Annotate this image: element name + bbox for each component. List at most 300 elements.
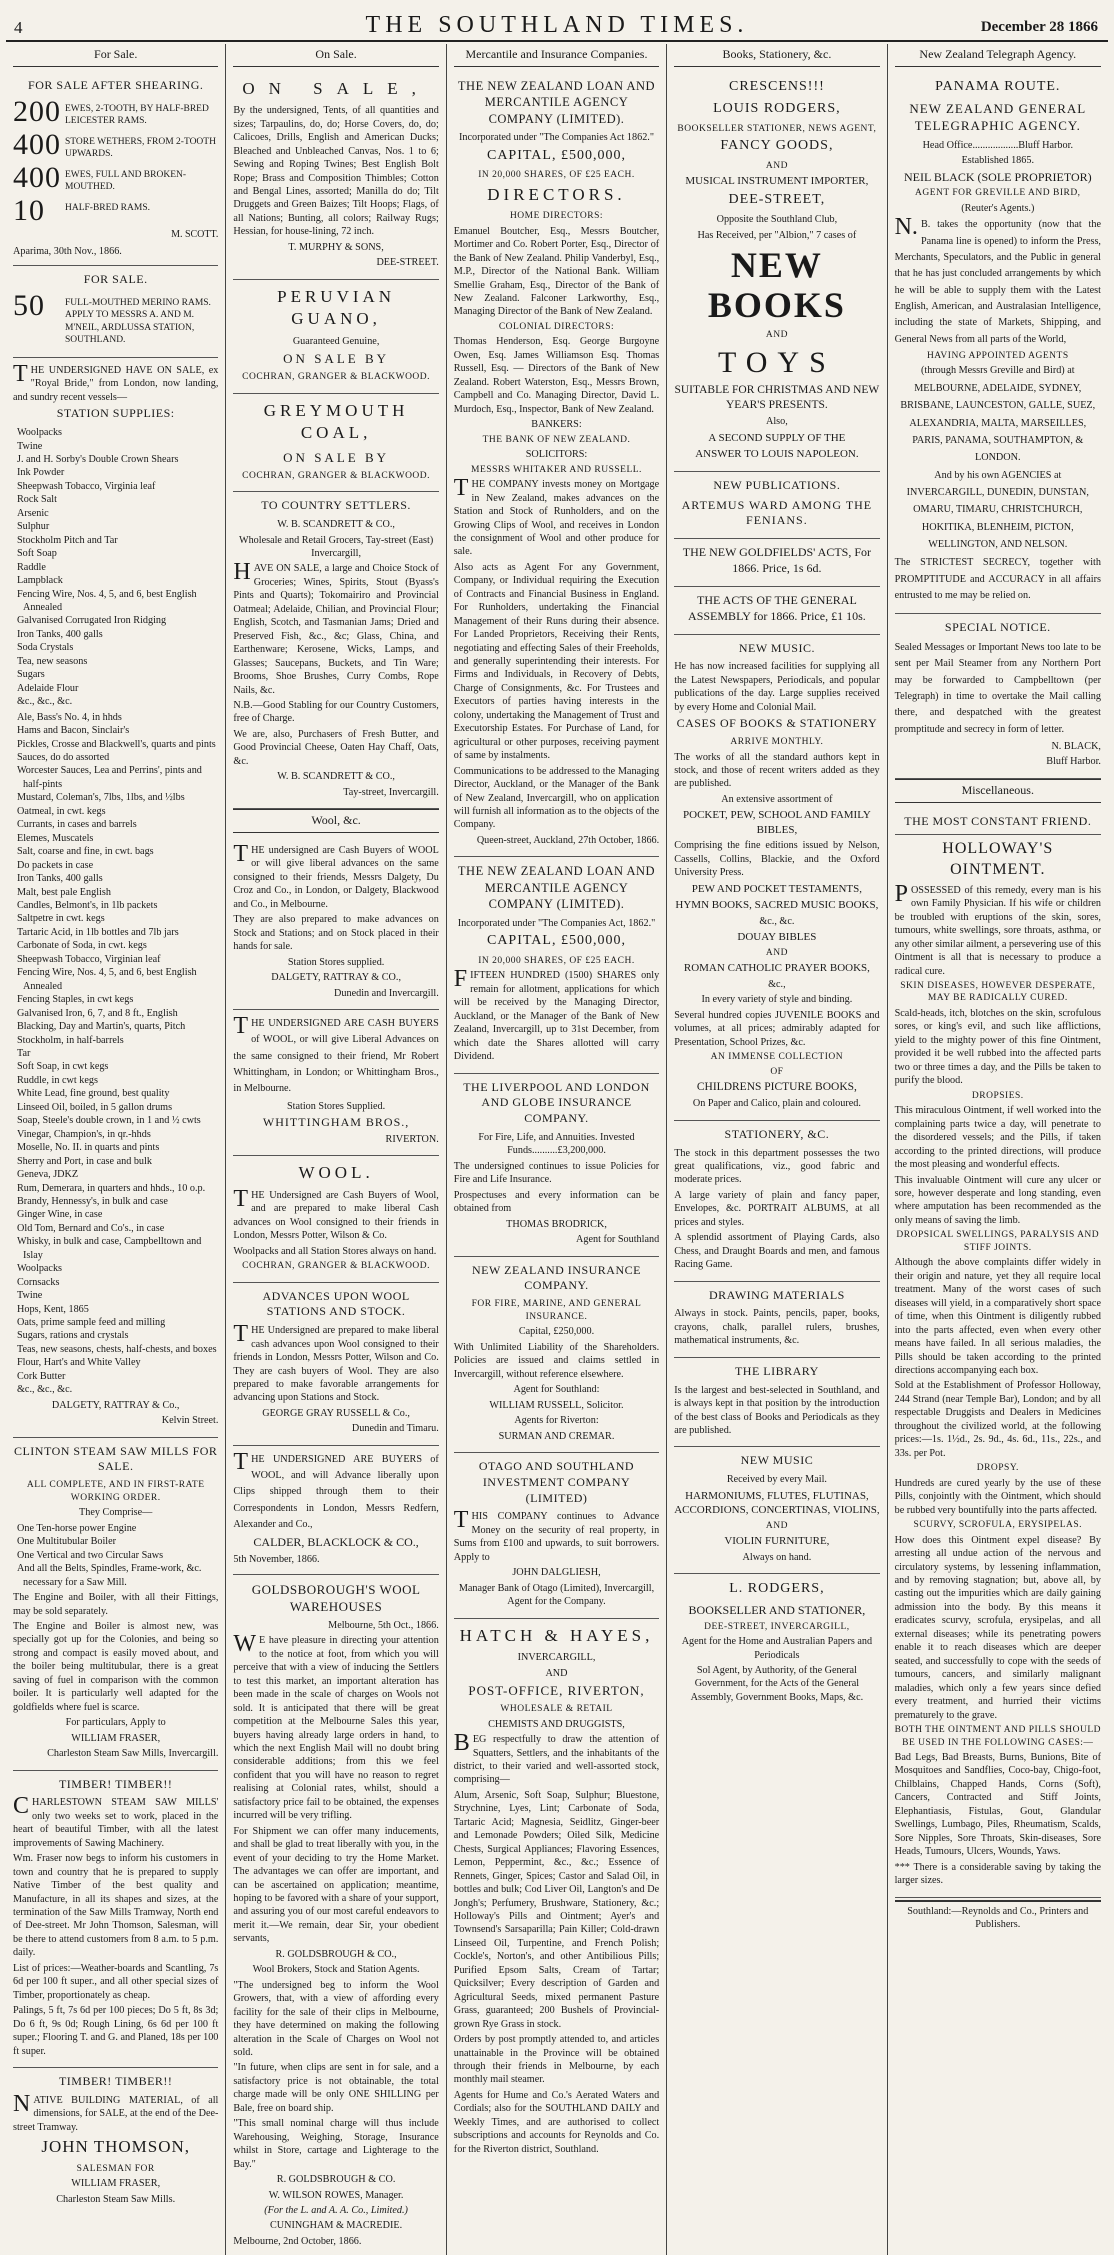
ad-body: Several hundred copies JUVENILE BOOKS and volumes, at all prices; admirably adapted for Presentation, School Prizes, &c. bbox=[674, 1009, 880, 1048]
bankers: THE BANK OF NEW ZEALAND. bbox=[482, 434, 631, 445]
ad-telegraph-agency bbox=[895, 72, 1101, 614]
ad-address: Charleston Steam Saw Mills, Invercargill. bbox=[47, 1748, 219, 1760]
ad-body: Agent for the Home and Australian Papers and Periodicals bbox=[681, 1636, 873, 1661]
ad-subtitle: &c., bbox=[768, 978, 786, 990]
ad-body: Palings, 5 ft, 7s 6d per 100 pieces; Do 5 ft, 8s 3d; Do 6 ft, 9s 0d; Rough Lining, 6s 6d per 100 ft super.; Flooring T. and G. and Planed, 18s per 100 ft super. bbox=[13, 2005, 219, 2057]
ad-new-publications bbox=[674, 472, 879, 539]
stock-desc: HALF-BRED RAMS. bbox=[65, 202, 150, 213]
ad-shares: IN 20,000 SHARES, OF £25 EACH. bbox=[478, 170, 635, 181]
list-item: Soft Soap, in cwt kegs bbox=[17, 1061, 109, 1073]
ad-body: The works of all the standard authors kept in stock, and those of recent writers added as they are published. bbox=[674, 751, 880, 790]
ad-body: WE have pleasure in directing your attention to the notice at foot, from which you will perceive that with a view of inducing the Settlers to test this market, an important alteration has been made in the scale of charges on Wools not sold. It is anticipated that there will be great competition at the Melbourne Sales this year, buyers having already large orders in hand, to which the next English Mail will no doubt bring considerable additions; from this we feel confident that you will have no reason to regret realising at Colonial rates, whilst, should a satisfactory price fail to be obtained, the expenses incurred will be very trifling. bbox=[233, 1631, 439, 1822]
list-item: Sugars, rations and crystals bbox=[17, 1330, 129, 1342]
ad-signature: (For the L. and A. A. Co., Limited.) bbox=[264, 2204, 408, 2216]
list-item: Sulphur bbox=[17, 521, 50, 533]
ad-body: THE UNDERSIGNED ARE CASH BUYERS of WOOL, or will give Liberal Advances on the same consigned to their friend, Mr Robert Whittingham, in London; or Whittingham Bros., in Melbourne. bbox=[233, 1012, 439, 1095]
ad-and: AND bbox=[765, 1520, 788, 1531]
list-item: Ruddle, in cwt kegs bbox=[17, 1074, 98, 1086]
ad-date: 5th November, 1866. bbox=[233, 1554, 320, 1566]
list-item: Geneva, JDKZ bbox=[17, 1169, 79, 1181]
ad-wool-cochran bbox=[233, 1156, 438, 1282]
solicitors-label: SOLICITORS: bbox=[525, 449, 588, 461]
ad-address: DEE-STREET. bbox=[376, 257, 439, 269]
ad-body: Agents for Hume and Co.'s Aerated Waters and Cordials; also for the SOUTHLAND DAILY and Weekly Times, and are authorised to collect subscriptions and accounts for Reynolds and Co. for the Riverton district, Southland. bbox=[453, 2089, 660, 2155]
ad-body: THE ACTS OF THE GENERAL ASSEMBLY for 1866. Price, £1 10s. bbox=[688, 592, 866, 623]
stock-count: 10 bbox=[13, 193, 45, 227]
ad-nz-loan-company bbox=[454, 72, 659, 858]
ad-subtitle: W. B. SCANDRETT & CO., bbox=[277, 519, 395, 531]
ad-subhead: DROPSIES. bbox=[971, 1090, 1024, 1101]
ad-body: Is the largest and best-selected in Southland, and is always kept in that position by the introduction of the best class of Books and Periodicals as they are published. bbox=[674, 1384, 880, 1437]
list-item: White Lead, fine ground, best quality bbox=[17, 1088, 170, 1100]
list-item: Whisky, in bulk and case, Campbelltown and Islay bbox=[17, 1236, 202, 1261]
ad-subtitle: INVERCARGILL, bbox=[517, 1652, 596, 1664]
ad-body: He has now increased facilities for supplying all the Latest Newspapers, Periodicals, and popular publications of the day. Large supplies received by every Home and Colonial Mail. bbox=[674, 661, 880, 713]
list-item: Ink Powder bbox=[17, 467, 65, 479]
list-item: Old Tom, Bernard and Co's., in case bbox=[17, 1222, 165, 1234]
list-item: Hams and Bacon, Sinclair's bbox=[17, 725, 130, 737]
ad-title: NEW MUSIC bbox=[740, 1453, 814, 1468]
ad-signature: GEORGE GRAY RUSSELL & Co., bbox=[262, 1407, 410, 1419]
section-header: Wool, &c. bbox=[233, 809, 438, 833]
list-item: Arsenic bbox=[17, 507, 49, 519]
ad-signature: N. BLACK, bbox=[1051, 741, 1101, 752]
established: Established 1865. bbox=[961, 155, 1034, 167]
ad-and: AND bbox=[765, 330, 788, 341]
list-item: Ale, Bass's No. 4, in hhds bbox=[17, 711, 122, 723]
list-item: Tar bbox=[17, 1047, 31, 1059]
list-item: Brandy, Hennessy's, in bulk and case bbox=[17, 1195, 168, 1207]
ad-name: LOUIS RODGERS, bbox=[713, 101, 841, 117]
stock-row bbox=[13, 94, 218, 128]
list-item: Sauces, do do assorted bbox=[17, 752, 110, 763]
ad-subtitle: ARRIVE MONTHLY. bbox=[730, 737, 824, 747]
product-headline: HOLLOWAY'S OINTMENT. bbox=[895, 834, 1101, 880]
ad-body: THIS COMPANY continues to Advance Money on the security of real property, in Sums from £100 and upwards, to suit borrowers. Apply to bbox=[453, 1507, 660, 1563]
ad-signature: COCHRAN, GRANGER & BLACKWOOD. bbox=[242, 1260, 431, 1271]
head-office: Head Office..................Bluff Harbor. bbox=[922, 139, 1073, 151]
ad-body: In every variety of style and binding. bbox=[701, 994, 853, 1006]
stock-count: 200 bbox=[13, 94, 61, 128]
list-item: Teas, new seasons, chests, half-chests, and boxes bbox=[17, 1343, 217, 1355]
stock-row bbox=[13, 127, 218, 161]
ad-title: NEW ZEALAND GENERAL TELEGRAPHIC AGENCY. bbox=[909, 101, 1087, 134]
list-item: Twine bbox=[17, 440, 43, 452]
ad-body: And by his own AGENCIES at bbox=[934, 469, 1062, 481]
list-item: Sherry and Port, in case and bulk bbox=[17, 1155, 152, 1167]
ad-body: ANSWER TO LOUIS NAPOLEON. bbox=[695, 448, 859, 461]
ad-address: Agent for Southland bbox=[576, 1234, 660, 1246]
list-item: Carbonate of Soda, in cwt. kegs bbox=[17, 940, 147, 952]
list-item: Lampblack bbox=[17, 575, 63, 587]
ad-title: TIMBER! TIMBER!! bbox=[58, 2073, 173, 2088]
ad-and: AND bbox=[765, 947, 788, 958]
list-item: Sugars bbox=[17, 669, 45, 681]
list-item: Ginger Wine, in case bbox=[17, 1209, 103, 1221]
ad-body: HAVE ON SALE, a large and Choice Stock of Groceries; Wines, Spirits, Stout (Byass's Pints and Quarts); Tokomairiro and Provincial Oatmeal; Adelaide, Chilian, and Provincial Flour; English, Scotch, and Tasmanian Jams; Dried and Preserved Fish, &c., &c; Glass, China, and Earthenware; Kerosene, Wicks, Lamps, and Glasses; Saucepans, Buckets, and Tin Ware; Brooms, Shoe Brushes, Curry Combs, Rope Nails, &c. bbox=[233, 559, 439, 696]
ad-body: A large variety of plain and fancy paper, Envelopes, &c. PORTRAIT ALBUMS, at all prices and styles. bbox=[674, 1189, 880, 1228]
list-item: Currants, in cases and barrels bbox=[17, 819, 137, 831]
ad-body: SUITABLE FOR CHRISTMAS AND NEW YEAR'S PRESENTS. bbox=[674, 383, 880, 412]
ad-title: GOLDSBOROUGH'S WOOL WAREHOUSES bbox=[251, 1581, 421, 1614]
ad-signature: JOHN DALGLIESH, bbox=[512, 1567, 601, 1579]
list-item: Vinegar, Champion's, in qr.-hhds bbox=[17, 1128, 151, 1140]
list-item: Tartaric Acid, in 1lb bottles and 7lb jars bbox=[17, 926, 179, 938]
ad-body: Sealed Messages or Important News too late to be sent per Mail Steamer from any Northern Port may be forwarded to Campbelltown (per Telegraph) in time to overtake the Mail calling there, and despatched with the greatest promptitude and secrecy in form of letter. bbox=[894, 642, 1101, 735]
stock-row bbox=[13, 160, 218, 194]
ad-signature: W. WILSON ROWES, Manager. bbox=[268, 2189, 404, 2201]
ad-signature: THOMAS BRODRICK, bbox=[506, 1218, 607, 1230]
ad-title: ADVANCES UPON WOOL STATIONS AND STOCK. bbox=[262, 1288, 410, 1319]
list-item: Flour, Hart's and White Valley bbox=[17, 1357, 141, 1369]
ad-title: FOR SALE AFTER SHEARING. bbox=[28, 77, 204, 92]
ad-address: RIVERTON. bbox=[385, 1133, 439, 1145]
ad-music: MUSICAL INSTRUMENT IMPORTER, bbox=[685, 175, 869, 188]
list-item: One Ten-horse power Engine bbox=[17, 1522, 137, 1534]
ad-title: CLINTON STEAM SAW MILLS FOR SALE. bbox=[13, 1443, 218, 1474]
ad-title: NEW ZEALAND INSURANCE COMPANY. bbox=[472, 1262, 641, 1293]
stock-count: 400 bbox=[13, 127, 61, 161]
ad-subhead: SCURVY, SCROFULA, ERYSIPELAS. bbox=[913, 1520, 1083, 1531]
ad-capital: CAPITAL, £500,000, bbox=[486, 933, 626, 949]
ad-address: Tay-street, Invercargill. bbox=[343, 786, 439, 798]
ad-address: Kelvin Street. bbox=[161, 1415, 219, 1427]
section-header: Miscellaneous. bbox=[895, 779, 1101, 803]
ad-title: CRESCENS!!! bbox=[728, 78, 825, 94]
column-header: For Sale. bbox=[13, 44, 218, 67]
ad-body: THE COMPANY invests money on Mortgage in New Zealand, makes advances on the Station and Stock of Runholders, and on the Growing Clips of Wool, and receives in London the consignment of Wool and other produce for sale. bbox=[453, 475, 660, 558]
ad-subtitle: HAVING APPOINTED AGENTS bbox=[926, 350, 1069, 361]
ad-title: TO COUNTRY SETTLERS. bbox=[261, 498, 411, 513]
ad-drawing-materials bbox=[674, 1282, 879, 1358]
ad-body: THE Undersigned are Cash Buyers of Wool, and are prepared to make liberal Cash advances on Wool consigned to their friends in London, Messrs Potter, Wilson & Co. bbox=[233, 1185, 439, 1242]
ad-subtitle: OF bbox=[770, 1066, 784, 1077]
ad-date: Queen-street, Auckland, 27th October, 1866. bbox=[476, 834, 660, 846]
column-telegraph bbox=[888, 44, 1108, 2255]
list-item: Oatmeal, in cwt. kegs bbox=[17, 805, 106, 817]
stock-count: 400 bbox=[13, 160, 61, 194]
ad-signature: WILLIAM RUSSELL, Solicitor. bbox=[489, 1399, 624, 1411]
list-item: Sheepwash Tobacco, Virginia leaf bbox=[17, 480, 156, 492]
list-item: Woolpacks bbox=[17, 427, 63, 439]
column-header: Books, Stationery, &c. bbox=[674, 44, 879, 67]
ad-body: We are, also, Purchasers of Fresh Butter, and Good Provincial Cheese, Oaten Hay Chaff, Oats, &c. bbox=[233, 728, 439, 767]
list-item: Fencing Wire, Nos. 4, 5, and 6, best English Annealed bbox=[17, 588, 197, 614]
list-item: Tea, new seasons bbox=[17, 655, 88, 667]
ad-title: THE MOST CONSTANT FRIEND. bbox=[904, 813, 1092, 828]
list-item: Oats, prime sample feed and milling bbox=[17, 1317, 166, 1329]
ad-signature: CALDER, BLACKLOCK & CO., bbox=[253, 1535, 419, 1550]
mill-items-list bbox=[13, 1522, 218, 1589]
ad-body: FIFTEEN HUNDRED (1500) SHARES only remain for allotment, applications for which will be received by the Managing Director, Auckland, or the Manager of the Bank of New Zealand, Invercargill, up to 31st December, from which date the Shares allotted will carry Dividend. bbox=[453, 966, 660, 1063]
ad-subtitle: PEW AND POCKET TESTAMENTS, bbox=[691, 882, 863, 895]
ad-body: Always in stock. Paints, pencils, paper, books, crayons, chalk, parallel rulers, brushes, mathematical instruments, &c. bbox=[674, 1308, 880, 1347]
ad-route: PANAMA ROUTE. bbox=[935, 78, 1061, 94]
ad-title: STATION SUPPLIES: bbox=[56, 406, 175, 421]
ad-body: Also, bbox=[765, 416, 788, 428]
list-item: Fencing Wire, Nos. 4, 5, and 6, best English Annealed bbox=[17, 967, 197, 992]
ad-subtitle: Guaranteed Genuine, bbox=[292, 335, 380, 347]
ad-goldsbrough bbox=[233, 1575, 438, 2255]
ad-title: TIMBER! TIMBER!! bbox=[58, 1776, 173, 1791]
ad-date: Aparima, 30th Nov., 1866. bbox=[13, 245, 122, 257]
list-item: Hops, Kent, 1865 bbox=[17, 1303, 89, 1315]
ad-nz-insurance bbox=[454, 1257, 659, 1453]
ad-signature: WHITTINGHAM BROS., bbox=[262, 1115, 410, 1129]
ad-opposite: Opposite the Southland Club, bbox=[716, 214, 838, 226]
ad-street: DEE-STREET, INVERCARGILL, bbox=[704, 1621, 850, 1632]
ad-liverpool-insurance bbox=[454, 1074, 659, 1257]
ad-signature: DALGETY, RATTRAY & Co., bbox=[51, 1399, 180, 1411]
stock-row bbox=[13, 288, 218, 347]
supplies-list-2 bbox=[13, 711, 218, 1397]
ad-title: NEW MUSIC. bbox=[738, 640, 815, 655]
ad-body: The Engine and Boiler, with all their Fittings, may be sold separately. bbox=[13, 1592, 219, 1617]
ad-advances-wool bbox=[233, 1283, 438, 1446]
ad-sale-after-shearing bbox=[13, 72, 218, 266]
bankers-label: BANKERS: bbox=[531, 419, 582, 431]
ad-street: DEE-STREET, bbox=[728, 191, 826, 207]
ad-body: A splendid assortment of Playing Cards, also Chess, and Draught Boards and men, and famous Racing Game. bbox=[674, 1232, 880, 1271]
ad-body: The undersigned continues to issue Policies for Fire and Life Insurance. bbox=[453, 1160, 660, 1186]
ad-body: THE Undersigned are prepared to make liberal cash advances upon Wool consigned to their friends in London, Messrs Potter, Wilson and Co. They are cash buyers of Wool. They are also prepared to make favorable arrangements for advancing upon Stations and Stock. bbox=[233, 1321, 439, 1404]
ad-body: "This small nominal charge will thus include Warehousing, Weighing, Storage, Insurance whilst in Store, cartage and Lighterage to the Bay." bbox=[233, 2118, 439, 2170]
list-item: Soft Soap bbox=[17, 548, 57, 560]
ad-title: FOR SALE. bbox=[83, 271, 148, 286]
list-item: Worcester Sauces, Lea and Perrins', pints and half-pints bbox=[17, 765, 202, 790]
ad-nz-loan-shares bbox=[454, 857, 659, 1073]
colonial-directors-label: COLONIAL DIRECTORS: bbox=[498, 321, 615, 332]
ad-body: POSSESSED of this remedy, every man is his own Family Physician. If his wife or children be troubled with eruptions of the skin, sores, tumours, white swellings, sore throats, asthma, or any other similar ailment, a persevering use of this Ointment is all that is necessary to produce a radical cure. bbox=[894, 880, 1101, 977]
ad-subhead: DROPSY. bbox=[976, 1463, 1019, 1474]
list-item: One Multitubular Boiler bbox=[17, 1536, 117, 1548]
ad-body: THE UNDERSIGNED ARE BUYERS of WOOL, and will Advance liberally upon Clips shipped through them to their Correspondents in London, Messrs Redfern, Alexander and Co., bbox=[233, 1448, 439, 1531]
directors-title: DIRECTORS. bbox=[487, 184, 626, 204]
ad-title: THE NEW ZEALAND LOAN AND MERCANTILE AGENCY COMPANY (LIMITED). bbox=[457, 78, 656, 126]
ad-label: They Comprise— bbox=[79, 1507, 153, 1519]
ad-title: SPECIAL NOTICE. bbox=[944, 620, 1051, 635]
ad-body: "In future, when clips are sent in for sale, and a satisfactory price is not obtainable, the total charge made will be only ONE SHILLING per Bale, free on board ship. bbox=[233, 2062, 439, 2114]
list-item: Adelaide Flour bbox=[17, 682, 79, 694]
ad-body: With Unlimited Liability of the Shareholders. Policies are issued and claims settled in Invercargill, without reference elsewhere. bbox=[453, 1341, 660, 1380]
ad-title: THE LIVERPOOL AND LONDON AND GLOBE INSURANCE COMPANY. bbox=[463, 1079, 650, 1126]
list-item: Raddle bbox=[17, 561, 46, 573]
list-item: Cornsacks bbox=[17, 1276, 60, 1288]
list-item: Saltpetre in cwt. kegs bbox=[17, 913, 105, 925]
stock-desc: FULL-MOUTHED MERINO RAMS. APPLY TO MESSRS A. AND M. M'NEIL, ARDLUSSA STATION, SOUTHLAND. bbox=[65, 297, 211, 346]
ad-body: Agents for Riverton: bbox=[514, 1415, 599, 1427]
ad-body: Scald-heads, itch, blotches on the skin, scrofulous sores, or king's evil, and such like afflictions, yield to the mighty power of this fine Ointment, provided it be well rubbed into the affected parts two or three times a day, and the Pills be taken to purify the blood. bbox=[894, 1008, 1101, 1087]
column-mercantile bbox=[447, 44, 667, 2255]
ad-peruvian-guano bbox=[233, 280, 438, 394]
ad-rodgers-bookseller bbox=[674, 1574, 879, 1713]
ad-body: Bad Legs, Bad Breasts, Burns, Bunions, Bite of Mosquitoes and Sandflies, Coco-bay, Chigo-foot, Chilblains, Chapped Hands, Corns (Soft), Cancers, Contracted and Stiff Joints, Elephantiasis, Fistulas, Gout, Glandular Swellings, Lumbago, Piles, Rheumatism, Scalds, Sore Nipples, Sore Throats, Skin-diseases, Sore Heads, Tumours, Ulcers, Wounds, Yaws. bbox=[894, 1752, 1101, 1858]
ad-new-music-instruments bbox=[674, 1447, 879, 1574]
ad-body: THE NEW GOLDFIELDS' ACTS, For 1866. Price, 1s 6d. bbox=[682, 545, 872, 576]
ad-subtitle: POST-OFFICE, RIVERTON, bbox=[468, 1682, 645, 1698]
list-item: Elemes, Muscatels bbox=[17, 832, 94, 844]
stock-desc: STORE WETHERS, FROM 2-TOOTH UPWARDS. bbox=[65, 136, 216, 160]
ad-signature: CUNINGHAM & MACREDIE. bbox=[270, 2220, 403, 2232]
list-item: Galvanised Corrugated Iron Ridging bbox=[17, 615, 167, 627]
ad-calder-wool bbox=[233, 1446, 438, 1575]
list-item: Sheepwash Tobacco, Virginian leaf bbox=[17, 953, 161, 965]
ad-body: On Paper and Calico, plain and coloured. bbox=[692, 1098, 861, 1110]
list-item: Stockholm Pitch and Tar bbox=[17, 534, 118, 546]
ad-name: L. RODGERS, bbox=[729, 1581, 825, 1597]
ad-body: BEG respectfully to draw the attention of Squatters, Settlers, and the inhabitants of the district, to their varied and well-assorted stock, comprising— bbox=[453, 1730, 660, 1786]
ad-body: Communications to be addressed to the Managing Director, Auckland, or the Manager of the Bank of New Zealand, Invercargill, who on application will furnish all information as to the objects of the Company. bbox=[453, 765, 660, 831]
ad-holloway-ointment bbox=[895, 808, 1101, 1898]
ad-subtitle: CHEMISTS AND DRUGGISTS, bbox=[488, 1718, 625, 1730]
ad-signature: WILLIAM FRASER, bbox=[71, 1732, 161, 1744]
ad-title: OTAGO AND SOUTHLAND INVESTMENT COMPANY (LIMITED) bbox=[478, 1458, 635, 1505]
stock-desc: EWES, FULL AND BROKEN-MOUTHED. bbox=[65, 169, 187, 193]
list-item: Fencing Staples, in cwt kegs bbox=[17, 994, 134, 1006]
solicitors: MESSRS WHITAKER AND RUSSELL. bbox=[471, 464, 642, 475]
toys-headline: TOYS bbox=[717, 345, 836, 379]
column-header: Mercantile and Insurance Companies. bbox=[454, 44, 659, 67]
column-header: On Sale. bbox=[233, 44, 438, 67]
ad-signature: Wool Brokers, Stock and Station Agents. bbox=[252, 1964, 420, 1976]
ad-title: THE NEW ZEALAND LOAN AND MERCANTILE AGENCY COMPANY (LIMITED). bbox=[457, 864, 656, 912]
ad-body: Although the above complaints differ widely in their origin and nature, yet they all require local treatment. Many of the worst cases of such diseases will yield, in a comparatively short space of time, when this Ointment is diligently rubbed into the parts affected, even when every other means have failed. In all serious maladies, the Pills should be taken according to the printed directions accompanying each box. bbox=[894, 1257, 1101, 1377]
ad-body: By the undersigned, Tents, of all quantities and sizes; Tarpaulins, do, do; Horse Covers, do, do; Calicoes, Drills, English and American Ducks; Bleached and Unbleached Canvas, Nos. 1 to 6; Sewing and Roping Twines; Best English Bolt Rope; Brass and Composition Thimbles; Cotton and Bengal Lines, assorted; Manilla do do; Tilt Druggets and Green Baizes; Tilt Hoops; Flags, of all Nations; Bunting, all colors; Railway Rugs; Hessian, for house-lining, 72 inch. bbox=[233, 105, 439, 238]
ad-on-sale-tents bbox=[233, 72, 438, 280]
ad-body: NATIVE BUILDING MATERIAL, of all dimensions, for SALE, at the end of the Dee-street Tramway. bbox=[13, 2090, 219, 2133]
ad-general-assembly-acts bbox=[674, 587, 879, 635]
ad-body: The Engine and Boiler is almost new, was specially got up for the Colonies, and being so strong and compact is easily moved about, and the boiler being multitubular, there is a great saving of fuel in comparison with the common boiler. It is particularly well adapted for the goldfields where fuel is scarce. bbox=[13, 1621, 219, 1713]
ad-signature: COCHRAN, GRANGER & BLACKWOOD. bbox=[242, 372, 431, 383]
ad-body: "The undersigned beg to inform the Wool Growers, that, with a view of affording every facility for the sale of their clips in Melbourne, they have determined on making the following alteration in the Scale of Charges on Wool not sold. bbox=[233, 1979, 439, 2058]
reuter-agents: (Reuter's Agents.) bbox=[961, 202, 1035, 214]
ad-library bbox=[674, 1358, 879, 1448]
ad-subtitle: ROMAN CATHOLIC PRAYER BOOKS, bbox=[683, 962, 870, 975]
ad-address: Manager Bank of Otago (Limited), Invercargill, Agent for the Company. bbox=[458, 1582, 655, 1608]
ad-signature: W. B. SCANDRETT & CO., bbox=[277, 771, 395, 783]
ad-date: Melbourne, 5th Oct., 1866. bbox=[328, 1619, 439, 1631]
list-item: Linseed Oil, boiled, in 5 gallon drums bbox=[17, 1101, 173, 1113]
ad-signature: SURMAN AND CREMAR. bbox=[498, 1430, 615, 1442]
ad-body: VIOLIN FURNITURE, bbox=[724, 1535, 830, 1548]
ad-body: N.B. takes the opportunity (now that the Panama line is opened) to inform the Press, Merchants, Speculators, and the Public in general that he has just concluded arrangements by which he will be able to supply them with the Latest English, American, and Australasian Intelligence, including the state of Markets, Shipping, and General News from all parts of the World, bbox=[894, 214, 1101, 345]
ad-goods: FANCY GOODS, bbox=[720, 138, 834, 154]
ad-body: ARTEMUS WARD AMONG THE FENIANS. bbox=[681, 497, 873, 528]
list-item: Salt, coarse and fine, in cwt. bags bbox=[17, 846, 154, 858]
column-books bbox=[667, 44, 887, 2255]
ad-title: NEW PUBLICATIONS. bbox=[713, 477, 841, 492]
ad-address: Dunedin and Invercargill. bbox=[334, 987, 439, 999]
ad-subtitle: ALL COMPLETE, AND IN FIRST-RATE WORKING ORDER. bbox=[26, 1480, 205, 1503]
list-item: Iron Tanks, 400 galls bbox=[17, 628, 103, 640]
ad-capital: CAPITAL, £500,000, bbox=[486, 147, 626, 163]
list-item: And all the Belts, Spindles, Frame-work, &c. necessary for a Saw Mill. bbox=[17, 1563, 202, 1588]
ad-title: ON SALE, bbox=[242, 78, 430, 98]
ad-signature: M. SCOTT. bbox=[171, 229, 219, 241]
list-item: &c., &c., &c. bbox=[17, 696, 73, 708]
list-item: Malt, best pale English bbox=[17, 886, 111, 898]
columns bbox=[6, 44, 1108, 2247]
ad-body: A SECOND SUPPLY OF THE bbox=[708, 431, 846, 444]
ad-title: WOOL. bbox=[298, 1163, 374, 1183]
ad-hatch-hayes bbox=[454, 1619, 659, 2166]
ad-subtitle: FOR FIRE, MARINE, AND GENERAL INSURANCE. bbox=[471, 1299, 642, 1322]
ad-station-supplies bbox=[13, 358, 218, 1438]
ad-body: Sol Agent, by Authority, of the General Government, for the Acts of the General Assembly, Government Books, Maps, &c. bbox=[690, 1665, 864, 1703]
ad-clinton-saw-mills bbox=[13, 1438, 218, 1771]
list-item: Stockholm, in half-barrels bbox=[17, 1034, 124, 1046]
ad-subtitle: ON SALE BY bbox=[283, 351, 390, 367]
ad-address: Bluff Harbor. bbox=[1046, 756, 1101, 768]
ad-subtitle: AN IMMENSE COLLECTION bbox=[710, 1052, 844, 1063]
ad-signature: DALGETY, RATTRAY & CO., bbox=[271, 972, 401, 984]
ad-goldfields-acts bbox=[674, 539, 879, 587]
ad-body: N.B.—Good Stabling for our Country Customers, free of Charge. bbox=[233, 700, 439, 725]
agent-cities: MELBOURNE, ADELAIDE, SYDNEY, BRISBANE, LAUNCESTON, GALLE, SUEZ, ALEXANDRIA, MALTA, MARSEILLES, PARIS, PANAMA, SOUTHAMPTON, & LONDON. bbox=[900, 382, 1096, 464]
supplies-list bbox=[13, 426, 218, 709]
ad-country-settlers bbox=[233, 492, 438, 809]
ad-body: Has Received, per "Albion," 7 cases of bbox=[697, 229, 857, 241]
ad-otago-investment bbox=[454, 1453, 659, 1619]
ad-body: Comprising the fine editions issued by Nelson, Cassells, Collins, Blackie, and the Oxford University Press. bbox=[674, 840, 880, 879]
ad-body: Sold at the Establishment of Professor Holloway, 244 Strand (near Temple Bar), London; and by all respectable Druggists and Dealers in Medicines throughout the civilized world, at the following prices:—1s. 1½d., 2s. 9d., 4s. 6d., 11s., 22s., and 33s. per Pot. bbox=[894, 1380, 1101, 1459]
ad-body: Agent for Southland: bbox=[513, 1384, 600, 1396]
ad-signature: JOHN THOMSON, bbox=[41, 2137, 191, 2157]
ad-subhead: SKIN DISEASES, HOWEVER DESPERATE, MAY BE RADICALLY CURED. bbox=[900, 980, 1096, 1004]
ad-dalgety-wool bbox=[233, 838, 438, 1010]
list-item: Cork Butter bbox=[17, 1370, 66, 1382]
ad-subtitle: DOUAY BIBLES bbox=[737, 931, 817, 944]
newspaper-title: THE SOUTHLAND TIMES. bbox=[365, 12, 749, 38]
ad-title: THE LIBRARY bbox=[734, 1363, 819, 1378]
ad-date: Melbourne, 2nd October, 1866. bbox=[233, 2235, 362, 2247]
ad-address: Charleston Steam Saw Mills. bbox=[56, 2193, 176, 2205]
ad-body: CHARLESTOWN STEAM SAW MILLS' only two weeks set to work, placed in the heart of beautiful Timber, with all the latest improvements of Sawing Machinery. bbox=[13, 1793, 219, 1849]
ad-signature: COCHRAN, GRANGER & BLACKWOOD. bbox=[242, 470, 431, 481]
list-item: Blacking, Day and Martin's, quarts, Pitch bbox=[17, 1021, 186, 1033]
ad-body: Prospectuses and every information can be obtained from bbox=[453, 1189, 660, 1215]
ad-body: Hundreds are cured yearly by the use of these Pills, conjointly with the Ointment, which should be rubbed very bountifully into the parts affected. bbox=[894, 1477, 1101, 1516]
ad-title: PERUVIAN GUANO, bbox=[277, 286, 396, 329]
ad-title: BOOKSELLER AND STATIONER, bbox=[688, 1602, 866, 1617]
ad-title: HATCH & HAYES, bbox=[459, 1625, 654, 1645]
ad-body: The STRICTEST SECRECY, together with PROMPTITUDE and ACCURACY in all affairs entrusted to me may be relied on. bbox=[894, 557, 1101, 601]
ad-body: Also acts as Agent For any Government, Company, or Individual requiring the Execution of Contracts and Financial Business in England. For Runholders, undertaking the Financial Management of their Runs during their absence. For Landed Proprietors, Receiving their Rents, negotiating and effecting Sales of their Freeholds, and generally superintending their interests. For Firms and Individuals, in Recovery of Debts, Charge of Consignments, &c. For Trustees and Executors of parties having interests in the colony, undertaking the Management of Trust and Executorship Estates. For Purchase of Land, for agricultural or other purposes, receiving payment of same by instalments. bbox=[453, 561, 660, 762]
ad-subtitle: WHOLESALE & RETAIL bbox=[500, 1704, 613, 1715]
list-item: Woolpacks bbox=[17, 1263, 63, 1275]
list-item: Twine bbox=[17, 1290, 43, 1302]
ad-body: Station Stores supplied. bbox=[287, 956, 385, 968]
stock-desc: EWES, 2-TOOTH, BY HALF-BRED LEICESTER RAMS. bbox=[65, 103, 209, 127]
ad-body: Always on hand. bbox=[742, 1551, 812, 1563]
ad-capital: Capital, £250,000. bbox=[518, 1326, 595, 1338]
ad-title: STATIONERY, &C. bbox=[724, 1126, 830, 1141]
printer-footer: Southland:—Reynolds and Co., Printers and Publishers. bbox=[895, 1900, 1101, 1932]
ad-intro: THE UNDERSIGNED HAVE ON SALE, ex "Royal Bride," from London, now landing, and sundry recent vessels— bbox=[13, 360, 219, 403]
ad-shares: IN 20,000 SHARES, OF £25 EACH. bbox=[478, 955, 635, 966]
ad-body: Station Stores Supplied. bbox=[286, 1100, 386, 1112]
ad-subtitle: POCKET, PEW, SCHOOL AND FAMILY BIBLES, bbox=[683, 809, 871, 836]
ad-timber-1 bbox=[13, 1771, 218, 2068]
masthead bbox=[6, 10, 1108, 42]
agent-for: AGENT FOR GREVILLE AND BIRD, bbox=[915, 188, 1081, 199]
page-number: 4 bbox=[14, 18, 23, 37]
list-item: Soap, Steele's double crown, in 1 and ½ cwts bbox=[17, 1115, 201, 1127]
column-for-sale bbox=[6, 44, 226, 2255]
ad-body: The stock in this department possesses the two great qualifications, viz., good fabric and moderate prices. bbox=[674, 1147, 880, 1186]
colonial-directors: Thomas Henderson, Esq. George Burgoyne Owen, Esq. James Williamson Esq. Thomas Russell, Esq. — Directors of the Bank of New Zealand. Robert Waterston, Esq., Messrs Brown, Campbell and Co. Managing Director, David L. Murdoch, Esq., Inspector, Bank of New Zealand. bbox=[453, 336, 660, 415]
list-item: Mustard, Coleman's, 7lbs, 1lbs, and ½lbs bbox=[17, 792, 185, 804]
